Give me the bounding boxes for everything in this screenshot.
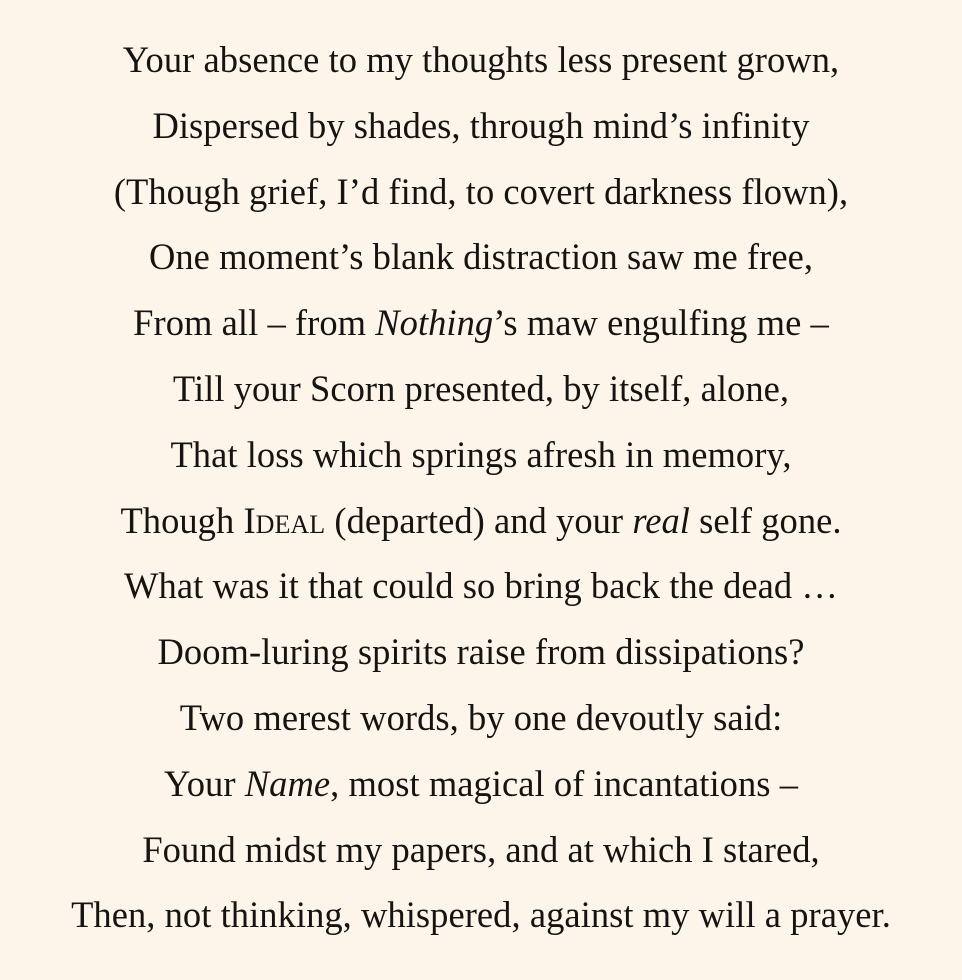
poem-line: (Though grief, I’d find, to covert darkness flown), [113,170,849,212]
small-caps-word: Ideal [243,499,326,541]
poem-line: Two merest words, by one devoutly said: [179,696,783,738]
poem-line: Dispersed by shades, through mind’s infinity [152,104,810,146]
poem-line [0,290,962,356]
line-text: (departed) and your [325,499,633,541]
line-text: Your [164,762,245,804]
poem-line: Found midst my papers, and at which I stared, [142,828,820,870]
poem-line [0,751,962,817]
poem-line: Your absence to my thoughts less present grown, [122,39,840,80]
italic-word: real [632,499,690,541]
poem-line: That loss which springs afresh in memory, [170,433,792,475]
poem-line [0,488,962,554]
poem-line: One moment’s blank distraction saw me free, [148,236,814,278]
line-text: ’s maw engulfing me – [493,302,829,344]
poem [0,27,962,948]
poem-line: What was it that could so bring back the dead … [124,565,838,607]
poem-line: Till your Scorn presented, by itself, alone, [172,367,790,409]
line-text: From all – from [133,302,376,344]
italic-word: Nothing [375,302,494,344]
poem-line: Doom-luring spirits raise from dissipations? [157,631,805,673]
line-text: , most magical of incantations – [330,762,798,804]
poem-line: Then, not thinking, whispered, against my will a prayer. [71,894,891,936]
line-text: self gone. [689,499,842,541]
line-text: Though [120,499,244,541]
italic-word: Name [244,762,331,804]
